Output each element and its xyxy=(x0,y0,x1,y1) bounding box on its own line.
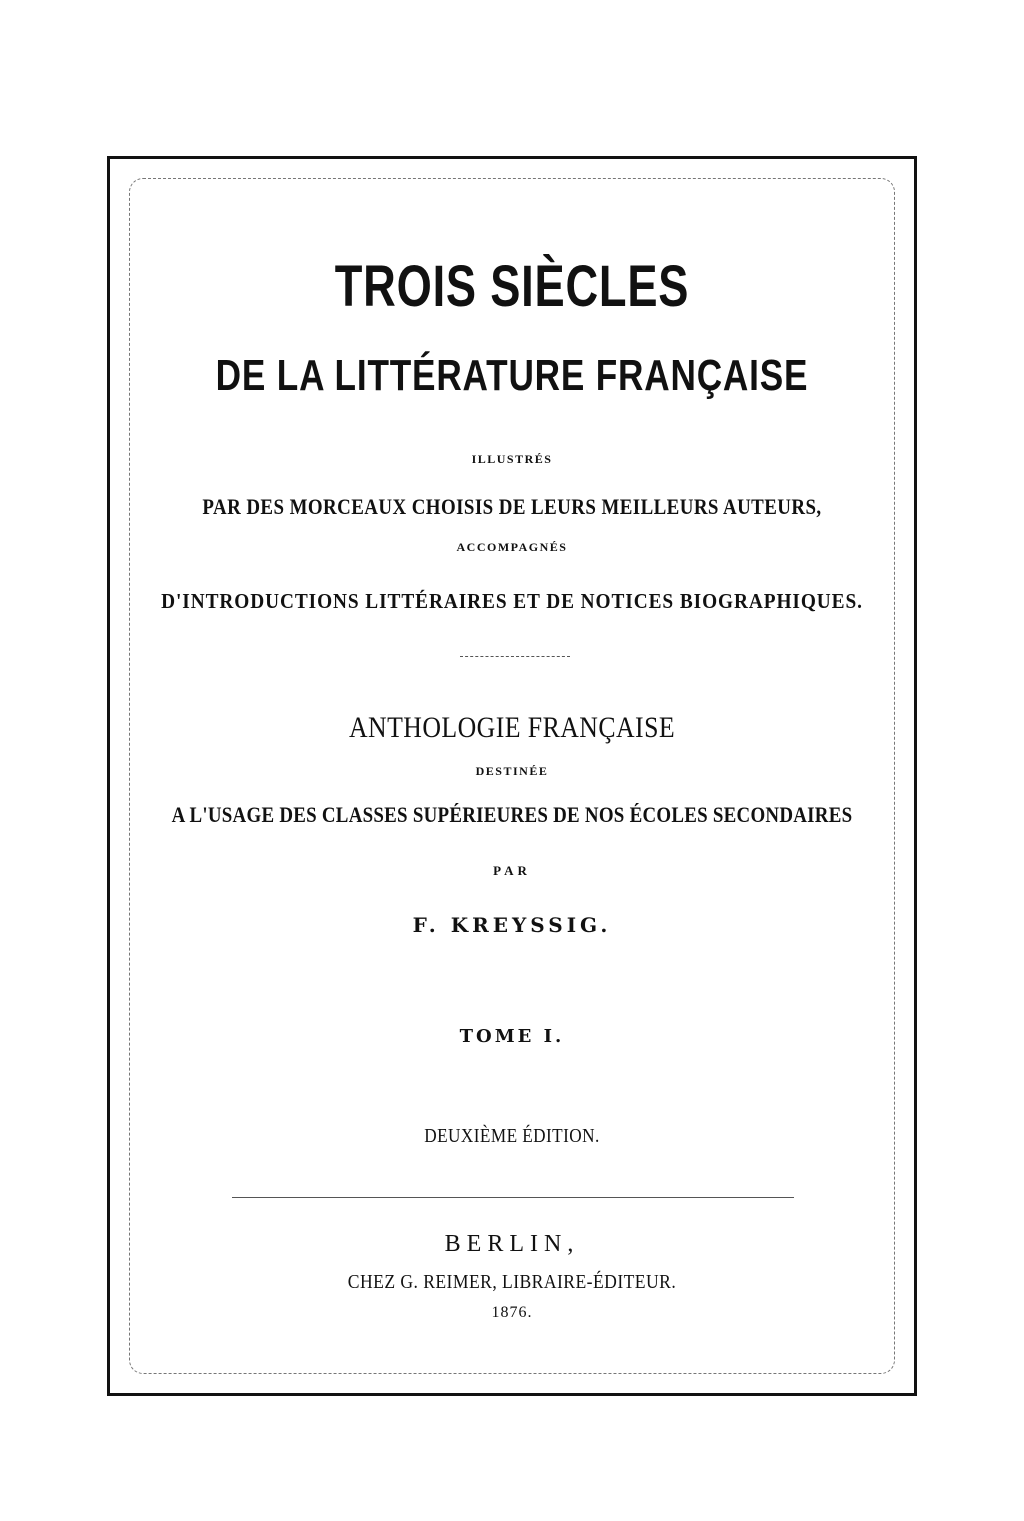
destinee-label: DESTINÉE xyxy=(475,764,549,778)
title-line-1: TROIS SIÈCLES xyxy=(334,254,690,319)
title-line-2: DE LA LITTÉRATURE FRANÇAISE xyxy=(215,351,809,400)
illustres-label: ILLUSTRÉS xyxy=(471,452,553,466)
description-line-1: PAR DES MORCEAUX CHOISIS DE LEURS MEILLEURS AUTEURS, xyxy=(202,494,822,519)
par-label: PAR xyxy=(493,863,531,878)
imprint-publisher: CHEZ G. REIMER, LIBRAIRE-ÉDITEUR. xyxy=(347,1271,677,1293)
imprint-city: BERLIN, xyxy=(444,1231,580,1257)
accompagnes-label: ACCOMPAGNÉS xyxy=(456,540,568,554)
description-line-2: D'INTRODUCTIONS LITTÉRAIRES ET DE NOTICES BIOGRAPHIQUES. xyxy=(161,589,863,613)
author-name: F. KREYSSIG. xyxy=(412,913,612,937)
subtitle: ANTHOLOGIE FRANÇAISE xyxy=(348,711,676,744)
edition-label: DEUXIÈME ÉDITION. xyxy=(424,1125,600,1147)
volume-label: TOME I. xyxy=(459,1026,565,1047)
purpose-line: A L'USAGE DES CLASSES SUPÉRIEURES DE NOS ÉCOLES SECONDAIRES xyxy=(171,802,853,827)
imprint-year: 1876. xyxy=(491,1304,533,1321)
ornament-divider xyxy=(460,656,570,657)
imprint-rule xyxy=(232,1197,794,1198)
